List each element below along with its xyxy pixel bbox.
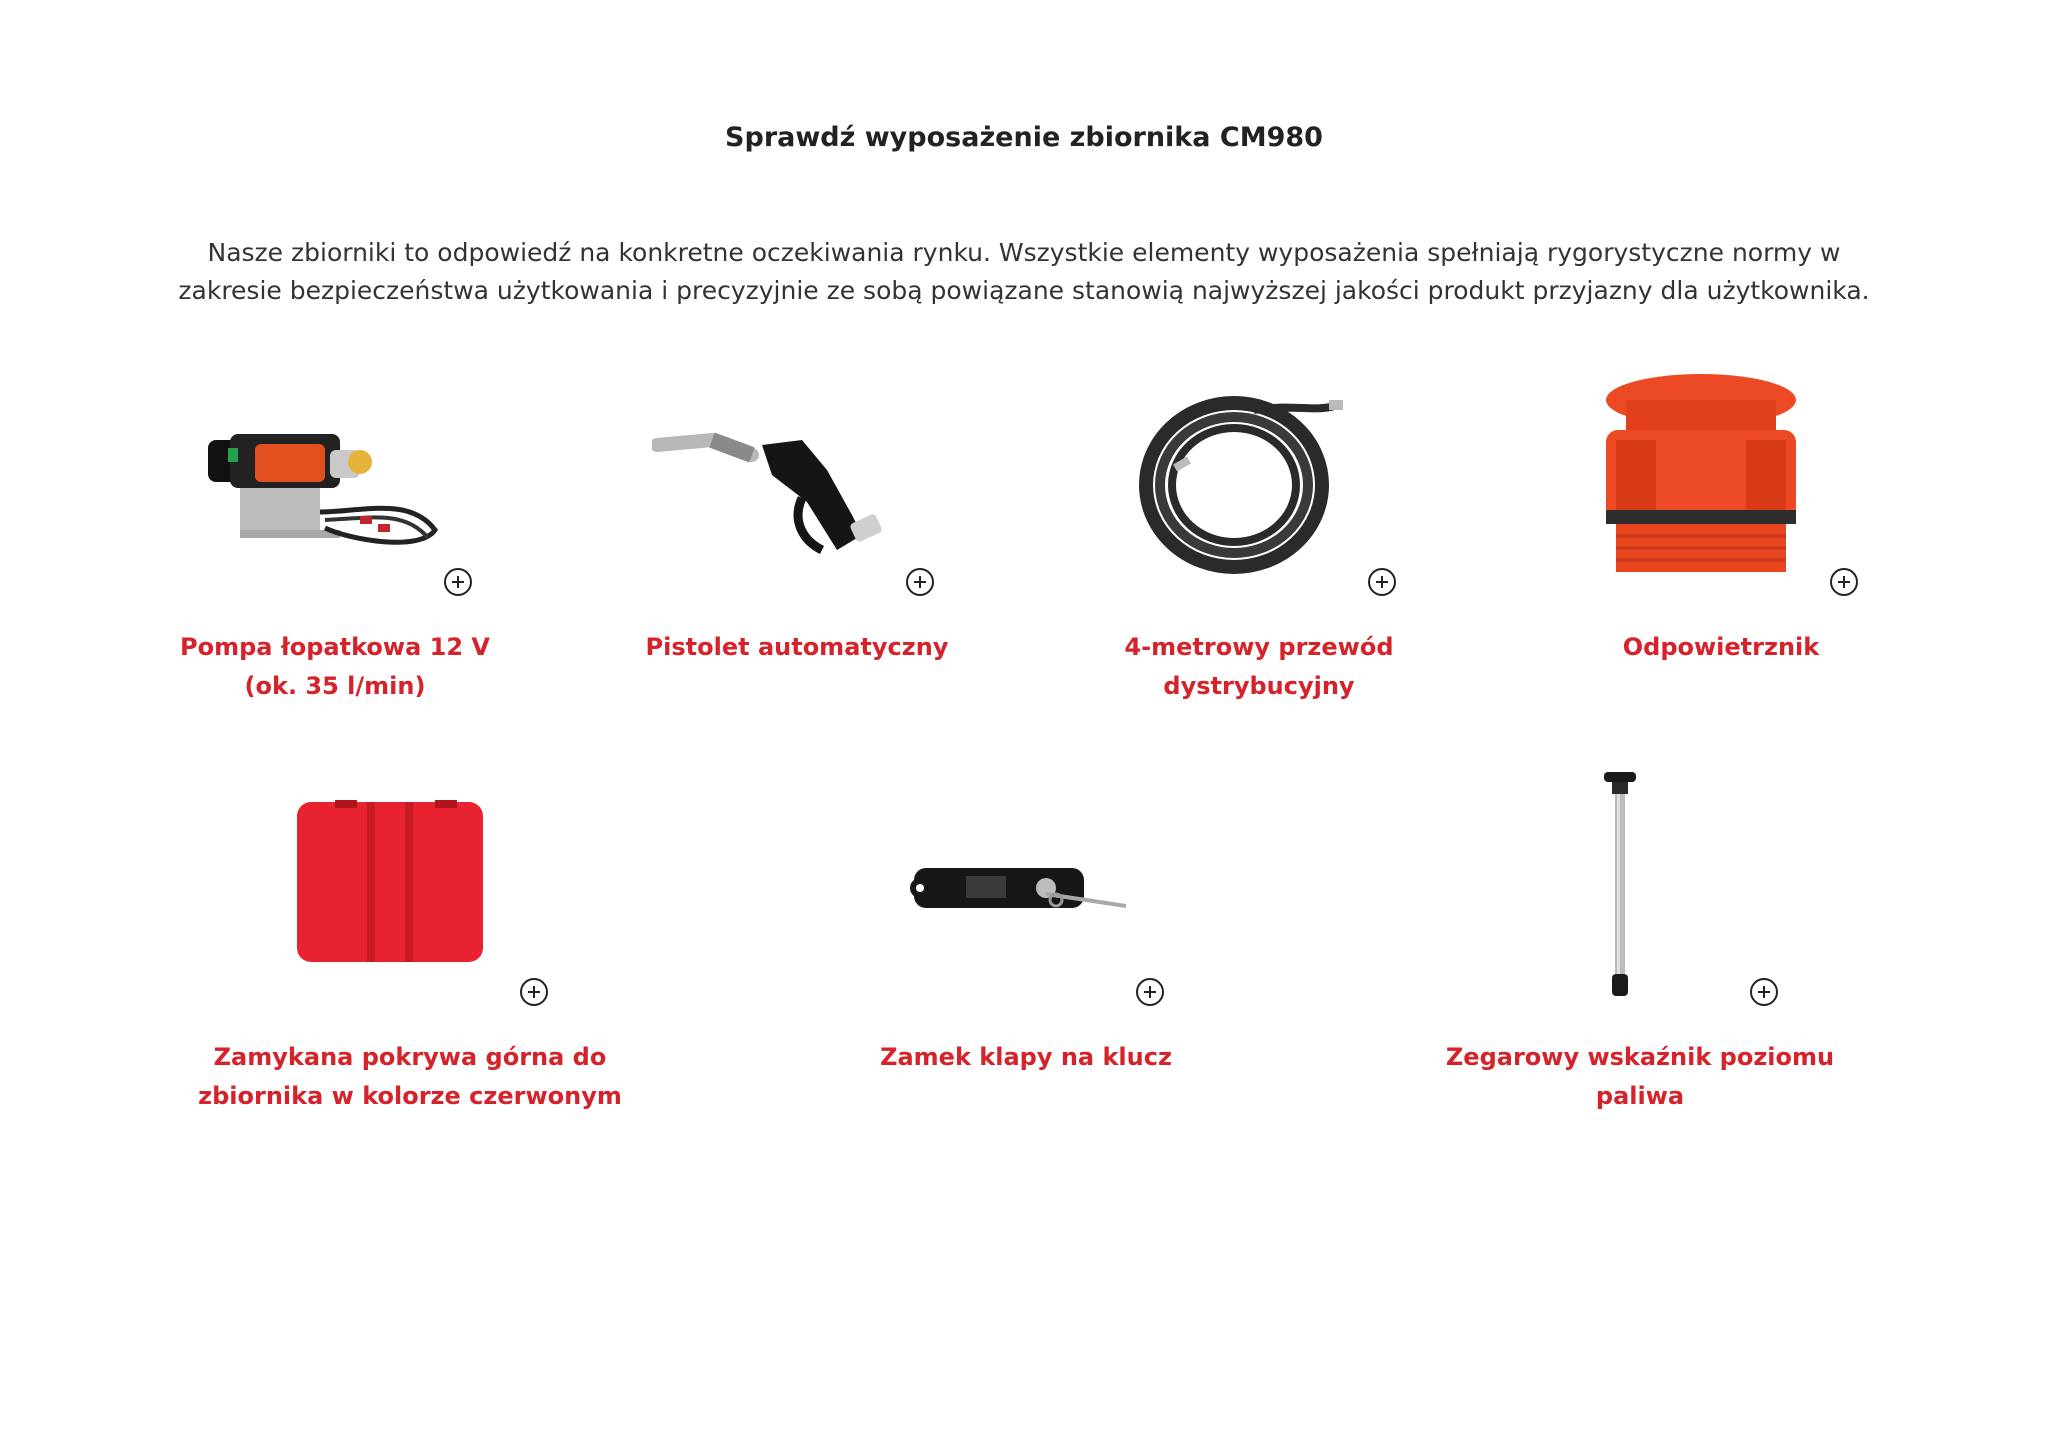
expand-plus-icon[interactable] (444, 568, 472, 596)
equipment-label: Zamek klapy na klucz (880, 1043, 1172, 1071)
equipment-item-lid (160, 780, 660, 1120)
equipment-item-pump (150, 380, 520, 720)
expand-plus-icon[interactable] (1830, 568, 1858, 596)
hose-icon (1134, 390, 1374, 580)
equipment-item-lock (826, 780, 1226, 1120)
expand-plus-icon[interactable] (520, 978, 548, 1006)
equipment-item-hose (1074, 380, 1444, 720)
equipment-label: Pistolet automatyczny (645, 633, 949, 661)
equipment-label: Odpowietrznik (1622, 633, 1820, 661)
intro-text: Nasze zbiorniki to odpowiedź na konkretne oczekiwania rynku. Wszystkie elementy wyposażenia spełniają rygorystyczne normy w zakresie bezpieczeństwa użytkowania i precyzyjnie ze sobą powiązane stanowią najwyższej jakości produkt przyjazny dla użytkownika. (178, 238, 1870, 305)
vent-cap-icon (1586, 370, 1816, 580)
pump-icon (200, 420, 440, 580)
level-gauge-icon (1600, 770, 1640, 1000)
expand-plus-icon[interactable] (906, 568, 934, 596)
lid-icon (295, 798, 485, 968)
equipment-item-gauge (1400, 770, 1880, 1120)
equipment-label: 4-metrowy przewód dystrybucyjny (1124, 633, 1394, 700)
expand-plus-icon[interactable] (1136, 978, 1164, 1006)
equipment-item-vent (1536, 370, 1906, 720)
expand-plus-icon[interactable] (1368, 568, 1396, 596)
page-title: Sprawdź wyposażenie zbiornika CM980 (725, 122, 1323, 153)
equipment-label: Zamykana pokrywa górna do zbiornika w kolorze czerwonym (198, 1043, 622, 1110)
nozzle-icon (652, 410, 902, 580)
equipment-item-nozzle (612, 380, 982, 720)
equipment-label: Pompa łopatkowa 12 V (ok. 35 l/min) (180, 633, 490, 700)
equipment-label: Zegarowy wskaźnik poziomu paliwa (1445, 1043, 1835, 1110)
expand-plus-icon[interactable] (1750, 978, 1778, 1006)
lock-icon (906, 860, 1136, 930)
